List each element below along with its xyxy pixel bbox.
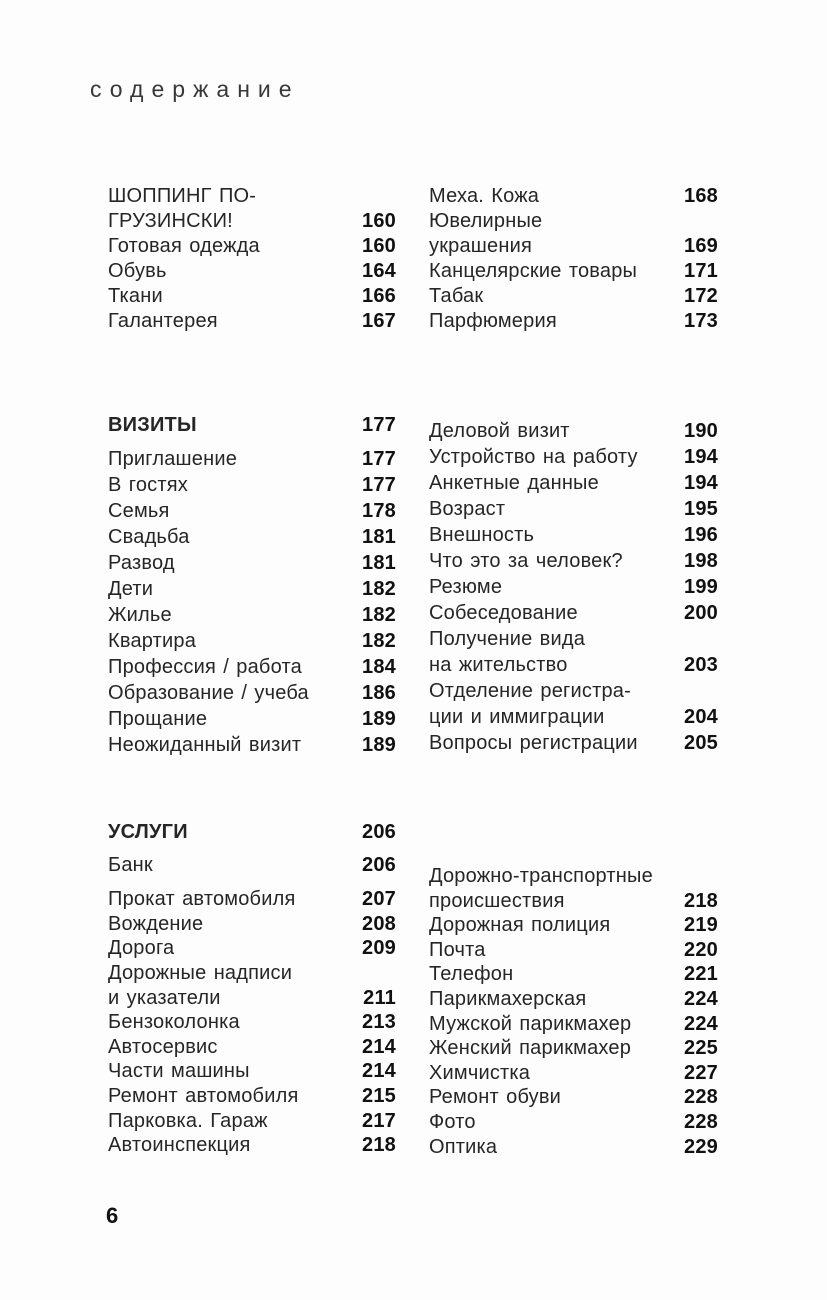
toc-entry-row (108, 209, 396, 234)
toc-entry-label: ции и иммиграции (429, 706, 605, 728)
toc-entry-row (429, 1012, 718, 1037)
toc-entry-label: Почта (429, 938, 486, 961)
toc-entry-row (429, 730, 718, 756)
toc-entry-label: Ремонт обуви (429, 1086, 562, 1109)
toc-entry-row (108, 234, 396, 259)
toc-entry-row (429, 1085, 718, 1110)
toc-entry-label: Женский парикмахер (429, 1037, 632, 1060)
toc-entry-row (108, 1010, 396, 1035)
toc-entry-row (429, 184, 718, 209)
toc-entry-row (108, 912, 396, 937)
toc-entry-row (429, 418, 718, 444)
toc-column-right (429, 820, 718, 1159)
toc-column-left (108, 184, 396, 334)
toc-entry-label: Готовая одежда (108, 235, 260, 257)
toc-entry-label: Анкетные данные (429, 472, 599, 494)
toc-entry-row (429, 259, 718, 284)
toc-entry-label: Ремонт автомобиля (108, 1084, 299, 1107)
toc-entry-row (108, 654, 396, 680)
toc-entry-label: и указатели (108, 986, 221, 1009)
toc-entry-page-number: 166 (362, 285, 396, 307)
toc-entry-row (429, 704, 718, 730)
toc-entry-label: Образование / учеба (108, 682, 309, 704)
toc-entry-label: Квартира (108, 630, 197, 652)
toc-entry-row (108, 628, 396, 654)
toc-entry-label: Дорога (108, 937, 175, 960)
toc-entry-label: Свадьба (108, 526, 190, 548)
toc-entry-row (429, 209, 718, 234)
toc-entry-row (429, 309, 718, 334)
toc-entry-label: ГРУЗИНСКИ! (108, 210, 233, 232)
toc-entry-row (108, 184, 396, 209)
toc-entry-page-number: 196 (684, 524, 718, 546)
toc-entry-label: Галантерея (108, 310, 218, 332)
toc-entry-page-number: 224 (684, 987, 718, 1010)
toc-entry-label: Химчистка (429, 1061, 531, 1084)
toc-entry-row (429, 1110, 718, 1135)
toc-entry-row (429, 1036, 718, 1061)
toc-entry-row (108, 1109, 396, 1134)
toc-entry-row (429, 962, 718, 987)
toc-entry-page-number: 190 (684, 420, 718, 442)
toc-entry-row (429, 678, 718, 704)
toc-entry-page-number: 182 (362, 630, 396, 652)
toc-entry-label: Возраст (429, 498, 506, 520)
toc-entry-page-number: 195 (684, 498, 718, 520)
toc-entry-label: Отделение регистра- (429, 680, 631, 702)
toc-column-left (108, 412, 396, 758)
toc-entry-page-number: 168 (684, 185, 718, 207)
toc-entry-label: В гостях (108, 474, 188, 496)
toc-entry-page-number: 182 (362, 604, 396, 626)
toc-entry-label: Канцелярские товары (429, 260, 638, 282)
toc-entry-label: Бензоколонка (108, 1011, 240, 1034)
toc-entry-page-number: 214 (362, 1035, 396, 1058)
toc-entry-label: Прощание (108, 708, 208, 730)
toc-heading-row (108, 412, 396, 438)
toc-entry-label: Приглашение (108, 448, 238, 470)
toc-entry-row (108, 524, 396, 550)
toc-entry-row (108, 1084, 396, 1109)
toc-entry-row (108, 284, 396, 309)
toc-entry-label: Неожиданный визит (108, 734, 302, 756)
toc-entry-label: Что это за человек? (429, 550, 623, 572)
toc-entry-row (429, 913, 718, 938)
toc-entry-label: Парикмахерская (429, 987, 587, 1010)
toc-entry-label: Профессия / работа (108, 656, 302, 678)
toc-entry-page-number: 182 (362, 578, 396, 600)
toc-entry-label: Дорожные надписи (108, 961, 293, 984)
toc-entry-row (108, 887, 396, 912)
toc-entry-label: Семья (108, 500, 170, 522)
toc-entry-label: Получение вида (429, 628, 586, 650)
toc-entry-row (108, 936, 396, 961)
toc-entry-label: Резюме (429, 576, 503, 598)
toc-entry-label: происшествия (429, 889, 565, 912)
toc-entry-row (108, 576, 396, 602)
toc-entry-row (108, 986, 396, 1011)
toc-entry-page-number: 209 (362, 937, 396, 960)
toc-entry-page-number: 171 (684, 260, 718, 282)
toc-entry-row (108, 732, 396, 758)
toc-entry-page-number: 213 (362, 1011, 396, 1034)
toc-entry-label: Вождение (108, 912, 204, 935)
toc-entry-page-number: 228 (684, 1110, 718, 1133)
page-number: 6 (106, 1203, 119, 1228)
toc-entry-page-number: 198 (684, 550, 718, 572)
toc-entry-row (429, 987, 718, 1012)
toc-entry-label: на жительство (429, 654, 568, 676)
toc-entry-page-number: 194 (684, 472, 718, 494)
toc-entry-label: Дети (108, 578, 154, 600)
toc-entry-row (108, 1059, 396, 1084)
toc-entry-page-number: 215 (362, 1084, 396, 1107)
toc-entry-label: Вопросы регистрации (429, 732, 638, 754)
toc-entry-row (429, 938, 718, 963)
toc-entry-row (429, 889, 718, 914)
toc-entry-page-number: 220 (684, 938, 718, 961)
toc-entry-label: украшения (429, 235, 533, 257)
toc-entry-row (429, 626, 718, 652)
toc-entry-page-number: 200 (684, 602, 718, 624)
page-title: содержание (90, 76, 300, 102)
toc-entry-label: Телефон (429, 963, 514, 986)
toc-entry-row (108, 446, 396, 472)
toc-entry-row (108, 1133, 396, 1158)
toc-entry-row (429, 1135, 718, 1160)
toc-heading-row (108, 820, 396, 845)
toc-entry-row (108, 309, 396, 334)
toc-entry-page-number: 229 (684, 1135, 718, 1158)
toc-entry-row (429, 600, 718, 626)
toc-entry-row (429, 652, 718, 678)
toc-entry-row (429, 284, 718, 309)
toc-entry-row (108, 259, 396, 284)
toc-entry-label: Жилье (108, 604, 172, 626)
toc-entry-page-number: 208 (362, 912, 396, 935)
toc-entry-label: Дорожная полиция (429, 914, 611, 937)
toc-entry-page-number: 221 (684, 963, 718, 986)
toc-entry-row (429, 234, 718, 259)
toc-entry-label: Устройство на работу (429, 446, 638, 468)
toc-entry-page-number: 218 (362, 1134, 396, 1157)
toc-entry-page-number: 194 (684, 446, 718, 468)
toc-entry-page-number: 177 (362, 474, 396, 496)
toc-entry-page-number: 211 (363, 986, 396, 1009)
toc-entry-page-number: 206 (362, 821, 396, 843)
toc-entry-row (108, 602, 396, 628)
toc-entry-page-number: 219 (684, 914, 718, 937)
toc-entry-page-number: 169 (684, 235, 718, 257)
toc-entry-label: Фото (429, 1110, 476, 1133)
toc-entry-page-number: 181 (362, 526, 396, 548)
toc-entry-label: Ткани (108, 285, 163, 307)
toc-entry-row (429, 548, 718, 574)
toc-entry-page-number: 224 (684, 1012, 718, 1035)
toc-entry-row (108, 472, 396, 498)
toc-entry-page-number: 217 (362, 1109, 396, 1132)
toc-entry-label: ШОППИНГ ПО- (108, 185, 257, 207)
toc-entry-page-number: 178 (362, 500, 396, 522)
toc-entry-page-number: 228 (684, 1086, 718, 1109)
toc-entry-page-number: 172 (684, 285, 718, 307)
toc-entry-label: Развод (108, 552, 175, 574)
toc-entry-row (429, 470, 718, 496)
toc-column-right (429, 412, 718, 756)
toc-entry-row (108, 550, 396, 576)
toc-entry-label: Банк (108, 853, 153, 876)
toc-entry-row (429, 522, 718, 548)
toc-entry-label: Части машины (108, 1060, 250, 1083)
toc-entry-row (429, 864, 718, 889)
toc-entry-page-number: 189 (362, 708, 396, 730)
toc-entry-label: Дорожно-транспортные (429, 865, 653, 887)
toc-heading-label: ВИЗИТЫ (108, 414, 197, 436)
toc-entry-row (429, 496, 718, 522)
toc-column-left (108, 820, 396, 1158)
toc-entry-row (108, 961, 396, 986)
toc-column-right (429, 184, 718, 334)
toc-entry-row (429, 1061, 718, 1086)
toc-entry-page-number: 160 (362, 235, 396, 257)
toc-entry-page-number: 225 (684, 1037, 718, 1060)
toc-entry-page-number: 181 (362, 552, 396, 574)
toc-entry-label: Ювелирные (429, 210, 543, 232)
toc-heading-label: УСЛУГИ (108, 821, 188, 843)
toc-entry-row (108, 680, 396, 706)
toc-entry-page-number: 218 (684, 889, 718, 912)
toc-entry-page-number: 177 (362, 414, 396, 436)
toc-entry-row (108, 1035, 396, 1060)
toc-entry-page-number: 160 (362, 210, 396, 232)
toc-entry-page-number: 189 (362, 734, 396, 756)
toc-entry-page-number: 206 (362, 853, 396, 876)
toc-entry-label: Деловой визит (429, 420, 570, 442)
toc-entry-row (108, 706, 396, 732)
toc-entry-page-number: 207 (362, 888, 396, 911)
toc-entry-page-number: 173 (684, 310, 718, 332)
toc-entry-label: Парфюмерия (429, 310, 557, 332)
toc-entry-page-number: 204 (684, 706, 718, 728)
toc-entry-label: Табак (429, 285, 484, 307)
toc-entry-page-number: 214 (362, 1060, 396, 1083)
toc-entry-row (108, 853, 396, 878)
toc-entry-label: Внешность (429, 524, 535, 546)
toc-entry-page-number: 203 (684, 654, 718, 676)
toc-entry-row (429, 444, 718, 470)
toc-entry-page-number: 199 (684, 576, 718, 598)
toc-entry-label: Меха. Кожа (429, 185, 540, 207)
toc-entry-label: Автосервис (108, 1035, 218, 1058)
toc-entry-page-number: 177 (362, 448, 396, 470)
toc-entry-label: Мужской парикмахер (429, 1012, 632, 1035)
toc-entry-label: Автоинспекция (108, 1134, 251, 1157)
toc-entry-label: Прокат автомобиля (108, 888, 296, 911)
toc-entry-page-number: 167 (362, 310, 396, 332)
toc-entry-row (108, 498, 396, 524)
toc-entry-row (429, 574, 718, 600)
toc-entry-label: Оптика (429, 1135, 498, 1158)
toc-entry-label: Парковка. Гараж (108, 1109, 268, 1132)
toc-entry-page-number: 227 (684, 1061, 718, 1084)
toc-entry-page-number: 186 (362, 682, 396, 704)
toc-entry-label: Обувь (108, 260, 167, 282)
toc-entry-page-number: 184 (362, 656, 396, 678)
toc-entry-page-number: 164 (362, 260, 396, 282)
toc-entry-label: Собеседование (429, 602, 578, 624)
toc-entry-page-number: 205 (684, 732, 718, 754)
